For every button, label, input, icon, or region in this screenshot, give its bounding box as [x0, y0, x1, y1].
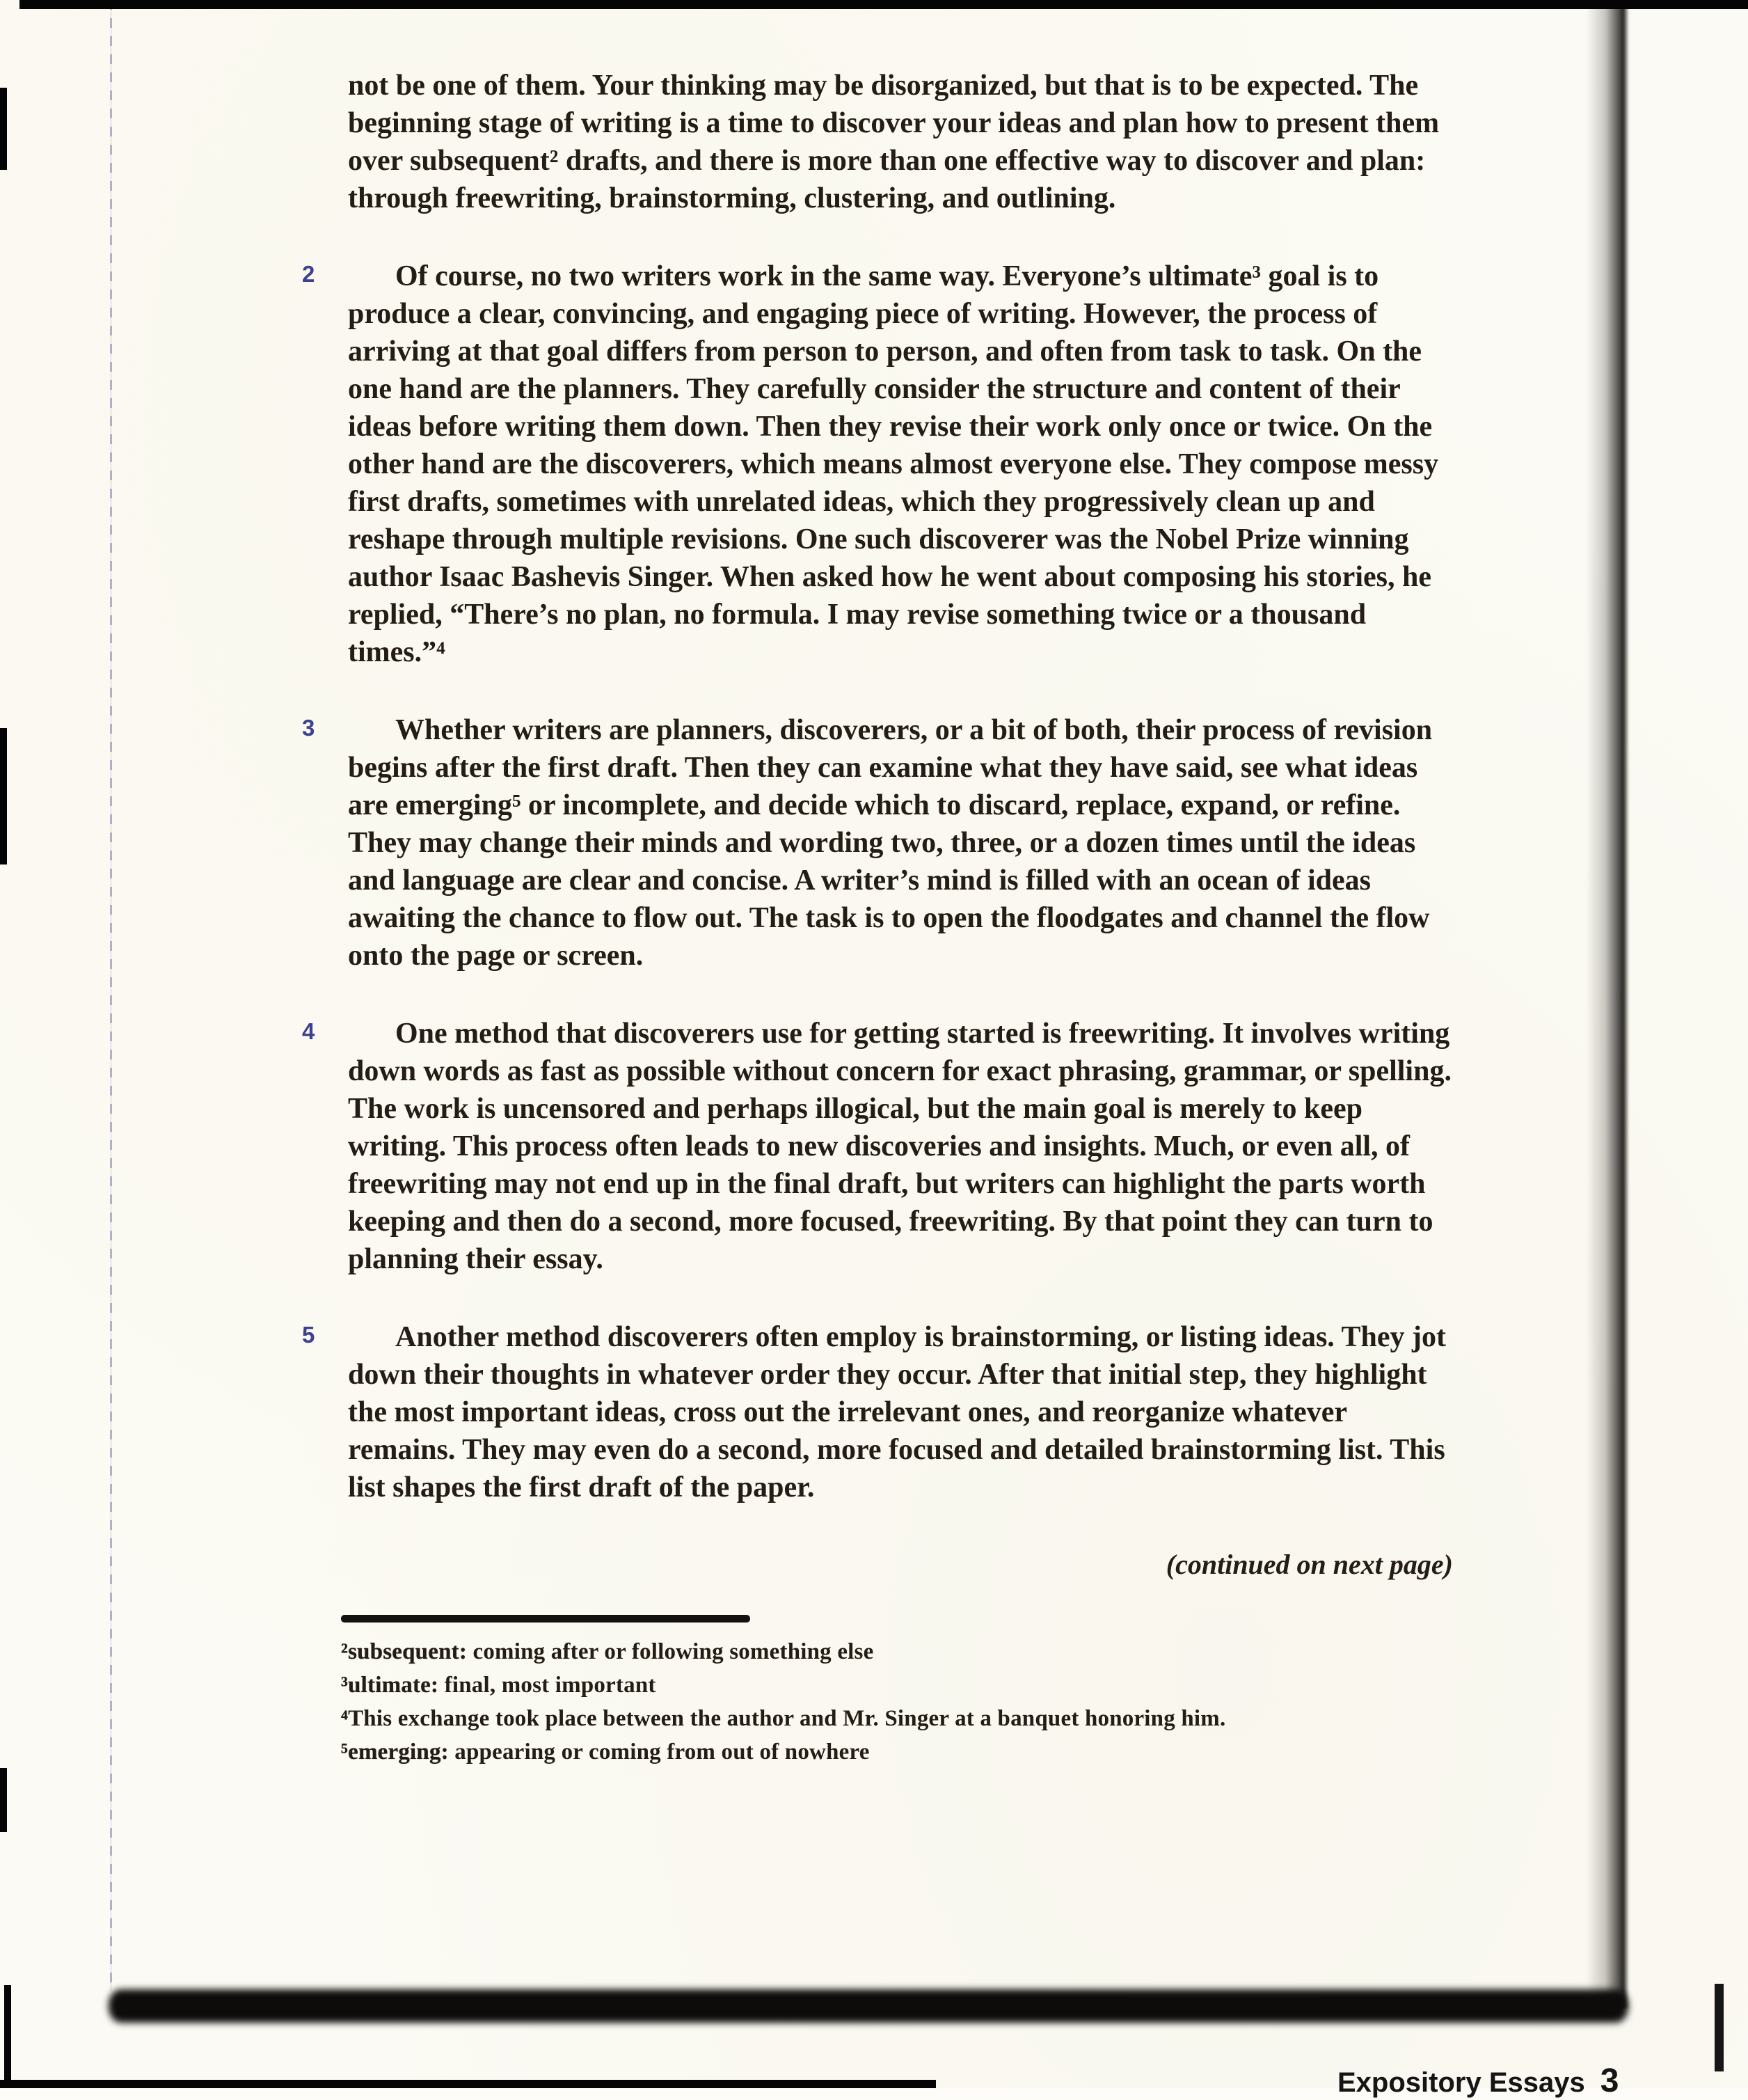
- paragraph: [302, 258, 1456, 671]
- scan-artifact-bottom-right-line: [1715, 1984, 1724, 2071]
- footer-page-number: 3: [1600, 2062, 1619, 2099]
- footnote: [341, 1635, 1456, 1668]
- paragraph-text: Another method discoverers often employ is brainstorming, or listing ideas. They jot down their thoughts in whatever order they occur. After that initial step, they highlight the most important ideas, cross out the irrelevant ones, and reorganize whatever remains. They may even do a second, more focused and detailed brainstorming list. This list shapes the first draft of the paper.: [348, 1321, 1447, 1503]
- reading-box-right-edge-shadow: [1587, 0, 1628, 2008]
- footnote-term: ³ultimate:: [341, 1673, 439, 1698]
- paragraph-text: Of course, no two writers work in the same way. Everyone’s ultimate³ goal is to produce a clear, convincing, and engaging piece of writing. However, the process of arriving at that goal differs from person to person, and often from task to task. On the one hand are the planners. They carefully consider the structure and content of their ideas before writing them down. Then they revise their work only once or twice. On the other hand are the discoverers, which means almost everyone else. They compose messy first drafts, sometimes with unrelated ideas, which they progressively clean up and reshape through multiple revisions. One such discoverer was the Nobel Prize winning author Isaac Bashevis Singer. When asked how he went about composing his stories, he replied, “There’s no plan, no formula. I may revise something twice or a thousand times.”⁴: [348, 260, 1439, 668]
- scan-artifact-left-dash: [0, 728, 7, 865]
- scan-artifact-left-dash: [0, 88, 7, 170]
- footer-section-title: Expository Essays: [1337, 2067, 1585, 2098]
- page-footer: [1337, 2062, 1619, 2100]
- paragraph: [302, 1318, 1456, 1506]
- scan-artifact-bottom-left-line: [4, 1985, 11, 2088]
- footnote-list: [341, 1635, 1456, 1769]
- scan-artifact-left-dash: [0, 1768, 7, 1832]
- paragraph-number: 3: [302, 715, 315, 741]
- paragraph-text: One method that discoverers use for getting started is freewriting. It involves writing down words as fast as possible without concern for exact phrasing, grammar, or spelling. The work is uncensored and perhaps illogical, but the main goal is merely to keep writing. This process often leads to new discoveries and insights. Much, or even all, of freewriting may not end up in the final draft, but writers can highlight the parts worth keeping and then do a second, more focused, freewriting. By that point they can turn to planning their essay.: [348, 1018, 1452, 1275]
- paragraph-number: 2: [302, 261, 315, 287]
- continued-note: (continued on next page): [1166, 1549, 1453, 1580]
- paragraph: [348, 67, 1456, 217]
- footnote: [341, 1735, 1456, 1769]
- footnote-definition: appearing or coming from out of nowhere: [448, 1739, 870, 1765]
- paragraph-number: 5: [302, 1322, 315, 1348]
- footnote-term: ⁵emerging:: [341, 1739, 449, 1765]
- paragraph: [302, 1015, 1456, 1278]
- paragraph: [302, 711, 1456, 974]
- paragraph-text: not be one of them. Your thinking may be disorganized, but that is to be expected. The beginning stage of writing is a time to discover your ideas and plan how to present them over subsequent² drafts, and there is more than one effective way to discover and plan: through freewriting, brainstorming, clustering, and outlining.: [348, 70, 1440, 214]
- footnote-term: ²subsequent:: [341, 1639, 468, 1664]
- footnote: [341, 1702, 1456, 1735]
- footnote-definition: coming after or following something else: [467, 1639, 874, 1664]
- footnote-definition: final, most important: [438, 1673, 656, 1698]
- passage-column: [302, 67, 1456, 1769]
- footnote-term: ⁴: [341, 1706, 349, 1731]
- paragraph-number: 4: [302, 1018, 315, 1044]
- reading-box-left-border: [110, 0, 112, 1991]
- footnote: [341, 1668, 1456, 1702]
- footnote-definition: This exchange took place between the author and Mr. Singer at a banquet honoring him.: [348, 1706, 1226, 1731]
- scan-artifact-top-bar: [19, 0, 1748, 9]
- scan-artifact-bottom-bar: [0, 2080, 936, 2088]
- passage-paragraphs: [302, 67, 1456, 1506]
- reading-box-bottom-border: [109, 1989, 1628, 2023]
- paragraph-text: Whether writers are planners, discoverers, or a bit of both, their process of revision begins after the first draft. Then they can examine what they have said, see what ideas are emerging⁵ or incomplete, and decide which to discard, replace, expand, or refine. They may change their minds and wording two, three, or a dozen times until the ideas and language are clear and concise. A writer’s mind is filled with an ocean of ideas awaiting the chance to flow out. The task is to open the floodgates and channel the flow onto the page or screen.: [348, 714, 1433, 972]
- footnote-rule: [341, 1615, 750, 1623]
